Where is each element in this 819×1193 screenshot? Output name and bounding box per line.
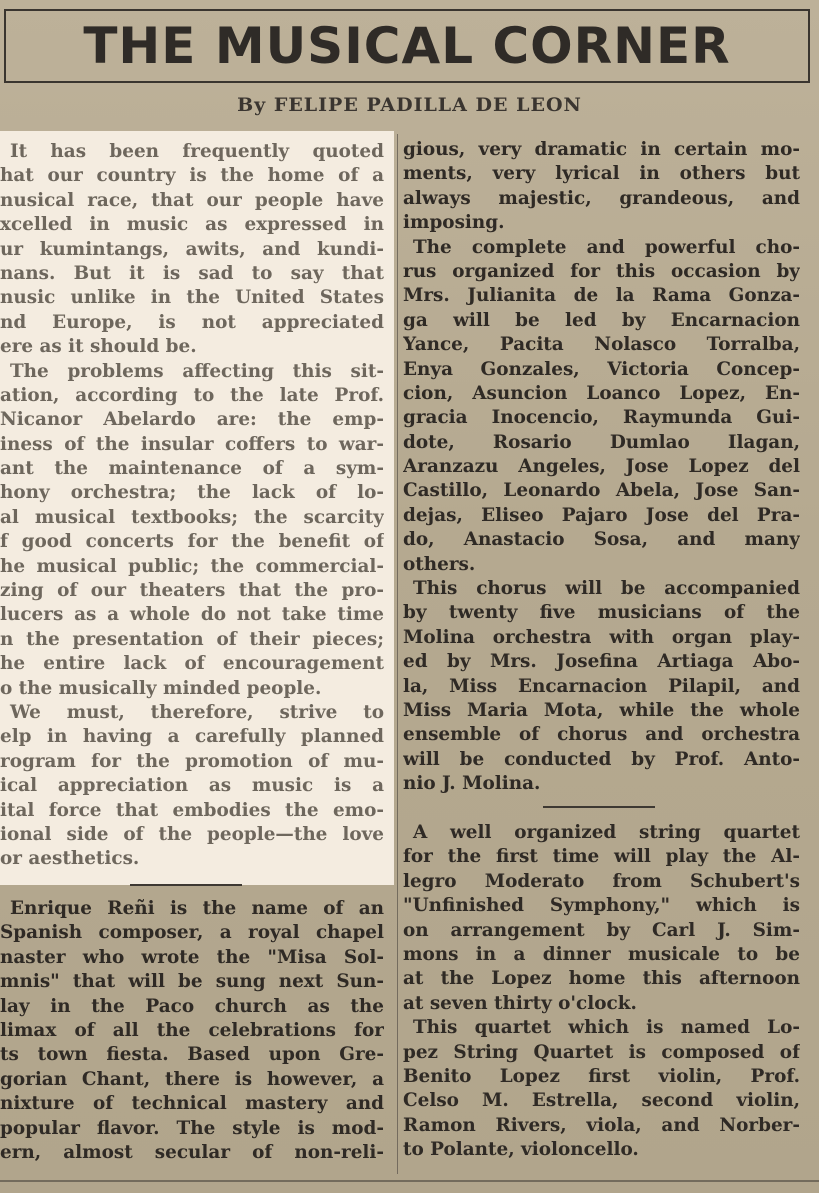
text-line: ation, according to the late Prof. (0, 384, 384, 406)
text-line: Mrs. Julianita de la Rama Gonza- (403, 285, 800, 307)
text-line: This quartet which is named Lo- (413, 1017, 800, 1039)
text-line: The complete and powerful cho- (413, 236, 800, 258)
text-line: nusical race, that our people have (0, 189, 384, 211)
text-line: This chorus will be accompanied (413, 578, 800, 600)
text-line: imposing. (403, 212, 505, 234)
text-line: ed by Mrs. Josefina Artiaga Abo- (403, 651, 800, 673)
text-line: al musical textbooks; the scarcity (0, 506, 384, 528)
text-line: to Polante, violoncello. (403, 1139, 639, 1161)
text-line: Aranzazu Angeles, Jose Lopez del (403, 456, 800, 478)
text-line: rogram for the promotion of mu- (0, 750, 384, 772)
text-line: cion, Asuncion Loanco Lopez, En- (403, 382, 800, 404)
text-line: naster who wrote the "Misa Sol- (0, 946, 384, 968)
page-bottom-rule (0, 1180, 819, 1182)
text-line: Molina orchestra with organ play- (403, 626, 800, 648)
text-line: gracia Inocencio, Raymunda Gui- (403, 407, 800, 429)
text-line: mons in a dinner musicale to be (403, 943, 800, 965)
text-line: dejas, Eliseo Pajaro Jose del Pra- (403, 504, 800, 526)
text-line: "Unfinished Symphony," which is (403, 895, 800, 917)
text-line: Ramon Rivers, viola, and Norber- (403, 1114, 800, 1136)
text-line: popular flavor. The style is mod- (0, 1117, 384, 1139)
text-line: A well organized string quartet (413, 822, 800, 843)
text-line: do, Anastacio Sosa, and many (403, 529, 800, 551)
text-line: ical appreciation as music is a (0, 775, 384, 797)
text-line: others. (403, 553, 476, 575)
text-line: at the Lopez home this afternoon (403, 968, 800, 990)
text-line: by twenty five musicians of the (403, 602, 800, 624)
text-line: he musical public; the commercial- (0, 555, 384, 577)
left-column-bottom-text (0, 897, 384, 1165)
text-line: ts town fiesta. Based upon Gre- (0, 1044, 384, 1066)
text-line: Enrique Reñi is the name of an (10, 898, 384, 919)
masthead-box (4, 9, 810, 83)
text-line: lucers as a whole do not take time (0, 604, 384, 626)
text-line: Celso M. Estrella, second violin, (403, 1090, 800, 1112)
text-line: for the first time will play the Al- (403, 846, 800, 868)
text-line: f good concerts for the benefit of (0, 531, 384, 553)
text-line: on arrangement by Carl J. Sim- (403, 919, 800, 941)
text-line: rus organized for this occasion by (403, 260, 800, 282)
text-line: Castillo, Leonardo Abela, Jose San- (403, 480, 800, 502)
byline: By FELIPE PADILLA DE LEON (237, 94, 582, 116)
text-line: We must, therefore, strive to (10, 701, 384, 723)
text-line: nd Europe, is not appreciated (0, 311, 384, 333)
right-column-top-text (403, 138, 800, 797)
text-line: nio J. Molina. (403, 773, 541, 795)
text-line: ga will be led by Encarnacion (403, 309, 800, 331)
text-line: gorian Chant, there is however, a (0, 1068, 384, 1090)
text-line: hat our country is the home of a (0, 165, 384, 187)
text-line: limax of all the celebrations for (0, 1019, 384, 1041)
text-line: ur kumintangs, awits, and kundi- (0, 238, 384, 260)
text-line: nixture of technical mastery and (0, 1093, 384, 1115)
text-line: pez String Quartet is composed of (403, 1041, 800, 1063)
text-line: n the presentation of their pieces; (0, 628, 384, 650)
text-line: always majestic, grandeous, and (403, 187, 800, 209)
text-line: ional side of the people—the love (0, 823, 384, 845)
text-line: ments, very lyrical in others but (403, 163, 800, 185)
text-line: la, Miss Encarnacion Pilapil, and (403, 675, 800, 697)
text-line: It has been frequently quoted (10, 141, 384, 162)
left-column-top-text (0, 140, 384, 872)
column-title: THE MUSICAL CORNER (83, 17, 731, 75)
right-column-bottom-text (403, 821, 800, 1162)
text-line: hony orchestra; the lack of lo- (0, 482, 384, 504)
text-line: at seven thirty o'clock. (403, 992, 637, 1014)
text-line: ensemble of chorus and orchestra (403, 724, 800, 746)
section-rule-left (130, 884, 242, 886)
column-divider (397, 134, 398, 1174)
section-rule-right (543, 806, 655, 808)
text-line: legro Moderato from Schubert's (403, 870, 800, 892)
text-line: dote, Rosario Dumlao Ilagan, (403, 431, 800, 453)
text-line: gious, very dramatic in certain mo- (403, 139, 800, 160)
text-line: or aesthetics. (0, 848, 140, 870)
text-line: will be conducted by Prof. Anto- (403, 748, 800, 770)
text-line: Benito Lopez first violin, Prof. (403, 1065, 800, 1087)
text-line: Spanish composer, a royal chapel (0, 922, 384, 944)
text-line: ital force that embodies the emo- (0, 799, 384, 821)
text-line: o the musically minded people. (0, 677, 322, 699)
text-line: iness of the insular coffers to war- (0, 433, 384, 455)
text-line: The problems affecting this sit- (10, 360, 384, 382)
text-line: ern, almost secular of non-reli- (0, 1141, 384, 1163)
text-line: Miss Maria Mota, while the whole (403, 699, 800, 721)
text-line: ant the maintenance of a sym- (0, 458, 384, 480)
text-line: Nicanor Abelardo are: the emp- (0, 409, 384, 431)
text-line: Yance, Pacita Nolasco Torralba, (403, 334, 800, 356)
text-line: zing of our theaters that the pro- (0, 580, 384, 602)
text-line: nusic unlike in the United States (0, 287, 384, 309)
text-line: xcelled in music as expressed in (0, 214, 384, 236)
text-line: lay in the Paco church as the (0, 995, 384, 1017)
text-line: ere as it should be. (0, 336, 197, 358)
text-line: mnis" that will be sung next Sun- (0, 971, 384, 993)
text-line: Enya Gonzales, Victoria Concep- (403, 358, 800, 380)
text-line: elp in having a carefully planned (0, 726, 384, 748)
text-line: he entire lack of encouragement (0, 653, 384, 675)
text-line: nans. But it is sad to say that (0, 262, 384, 284)
